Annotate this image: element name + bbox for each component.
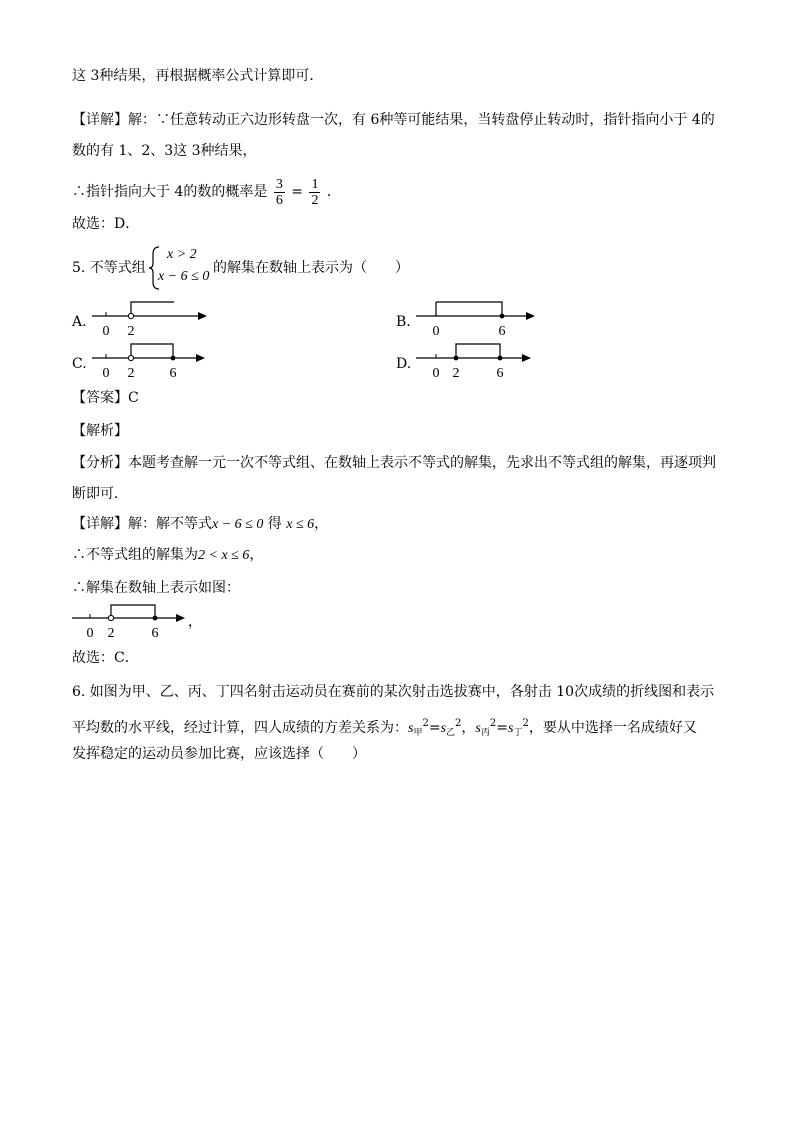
number-line-c (88, 338, 212, 380)
question-5-suffix: 的解集在数轴上表示为（ ） (213, 260, 409, 276)
text: ． (326, 184, 341, 200)
system-eq-1: x > 2 (167, 247, 197, 262)
number-line-b (412, 296, 540, 338)
question-6-line-2: 平均数的水平线，经过计算，四人成绩的方差关系为：$s_甲^2=s_乙^2$，$s_丙^2=s_丁^2$，要从中选择一名成绩好又 (72, 718, 697, 738)
question-6-line-1: 6. 如图为甲、乙、丙、丁四名射击运动员在赛前的某次射击选拔赛中，各射击 10次成绩的折线图和表示 (72, 684, 715, 700)
equals: = (291, 184, 303, 200)
tick-label: 0 (432, 324, 440, 338)
option-a-label: A. (72, 314, 87, 330)
text-line: 【详解】解：∵任意转动正六边形转盘一次，有 6种等可能结果，当转盘停止转动时，指针指向小于 4的 (72, 112, 715, 128)
detail-line: 【详解】解：解不等式x − 6 ≤ 0 得 x ≤ 6， (72, 516, 329, 532)
tick-label: 0 (102, 366, 110, 380)
tick-label: 2 (127, 324, 135, 338)
option-b-label: B. (396, 314, 411, 330)
text-line: 这 3种结果，再根据概率公式计算即可． (72, 68, 324, 84)
text: ∴指针指向大于 4的数的概率是 (72, 184, 268, 200)
text-line: 故选：C． (72, 650, 139, 666)
fraction: $\frac{1}{2}$ (311, 176, 319, 208)
text-line: ∴解集在数轴上表示如图： (72, 580, 240, 596)
tick-label: 0 (86, 626, 94, 641)
number-line-d (412, 338, 540, 380)
question-6-line-3: 发挥稳定的运动员参加比赛，应该选择（ ） (72, 746, 366, 762)
text-line: 故选：D． (72, 216, 140, 232)
probability-line (72, 175, 341, 209)
comma: ， (188, 614, 202, 630)
tick-label: 2 (452, 366, 460, 380)
tick-label: 6 (496, 366, 504, 380)
number-line-solution (70, 600, 194, 642)
text-line: 断即可． (72, 486, 128, 502)
option-d-label: D. (396, 356, 412, 372)
answer: 【答案】C (72, 390, 139, 406)
tick-label: 6 (498, 324, 506, 338)
tick-label: 6 (151, 626, 159, 641)
tick-label: 2 (107, 626, 115, 641)
tick-label: 6 (169, 366, 177, 380)
option-c-label: C. (72, 356, 87, 372)
number-line-a (88, 296, 212, 338)
tick-label: 0 (432, 366, 440, 380)
text-line: 【分析】本题考查解一元一次不等式组、在数轴上表示不等式的解集，先求出不等式组的解集，再逐项判 (72, 455, 716, 471)
fraction: $\frac{3}{6}$ (275, 176, 283, 208)
text-line: 数的有 1、2、3这 3种结果， (72, 143, 257, 159)
system-eq-2: x − 6 ≤ 0 (158, 269, 210, 284)
analysis-heading: 【解析】 (72, 423, 128, 439)
tick-label: 2 (127, 366, 135, 380)
solution-line: ∴不等式组的解集为2 < x ≤ 6， (72, 547, 264, 563)
question-5-prefix: 5. 不等式组 (72, 260, 146, 276)
tick-label: 0 (102, 324, 110, 338)
